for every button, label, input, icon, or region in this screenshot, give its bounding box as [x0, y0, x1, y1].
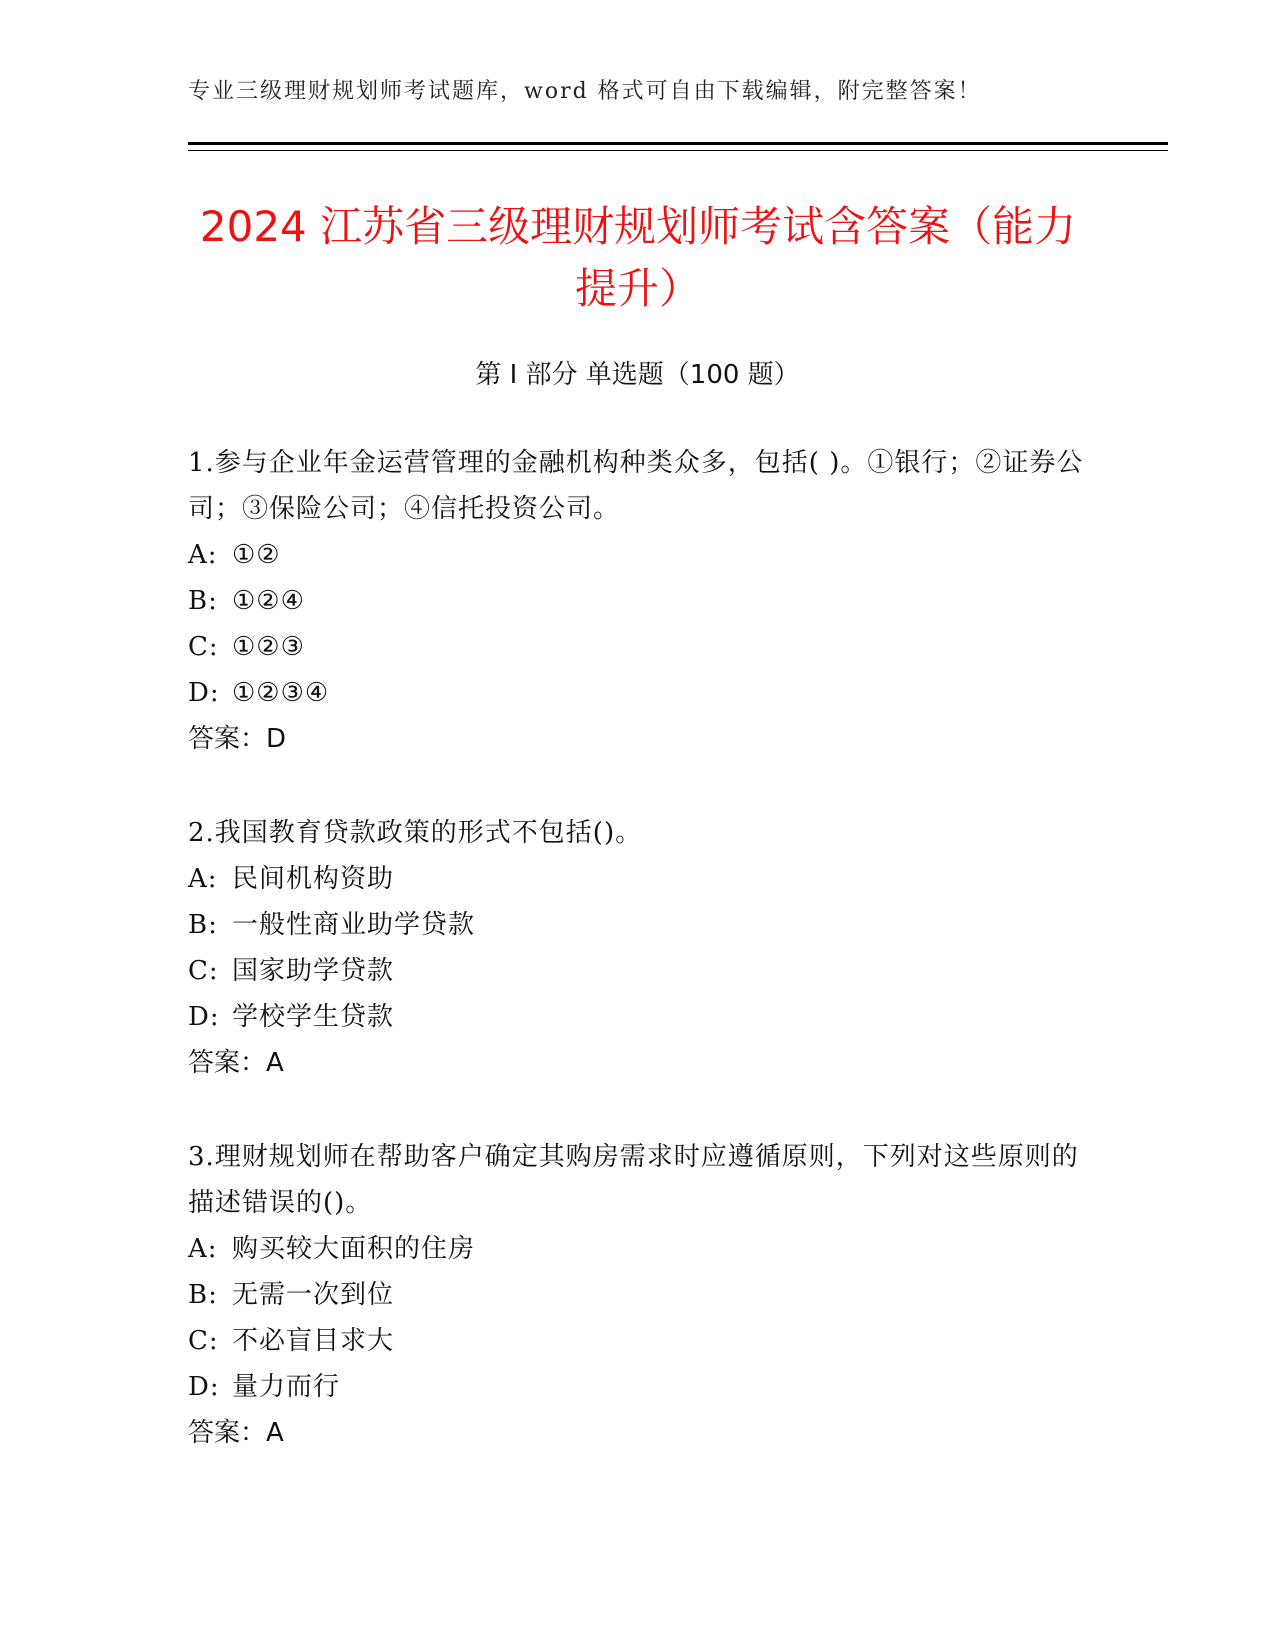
option-letter: D:: [188, 678, 220, 708]
option-d: [188, 670, 1088, 716]
option-text: ①②③④: [232, 678, 330, 708]
option-b: [188, 1272, 1088, 1318]
header-note: 专业三级理财规划师考试题库，word 格式可自由下载编辑，附完整答案！: [188, 79, 982, 104]
option-letter: C:: [188, 1326, 219, 1356]
option-text: 一般性商业助学贷款: [232, 910, 476, 940]
option-a: [188, 856, 1088, 902]
section-heading: 第 I 部分 单选题（100 题）: [475, 360, 800, 390]
option-letter: C:: [188, 632, 219, 662]
option-letter: A:: [188, 864, 218, 894]
option-b: [188, 578, 1088, 624]
question-2: [188, 810, 1088, 1086]
answer-line: 答案：A: [188, 1048, 284, 1078]
question-1: [188, 440, 1088, 762]
option-d: [188, 994, 1088, 1040]
option-text: 无需一次到位: [232, 1280, 395, 1310]
option-text: ①②④: [232, 586, 305, 616]
question-stem: 1.参与企业年金运营管理的金融机构种类众多，包括( )。①银行；②证券公司；③保险公司；④信托投资公司。: [188, 448, 1084, 524]
header-rule-thick: [188, 142, 1168, 145]
option-text: 国家助学贷款: [232, 956, 395, 986]
question-stem: 2.我国教育贷款政策的形式不包括()。: [188, 818, 643, 848]
option-text: 量力而行: [232, 1372, 341, 1402]
option-c: [188, 948, 1088, 994]
answer-line: 答案：D: [188, 724, 287, 754]
option-letter: A:: [188, 1234, 218, 1264]
option-text: 民间机构资助: [232, 864, 395, 894]
option-text: 购买较大面积的住房: [232, 1234, 476, 1264]
option-text: ①②③: [232, 632, 305, 662]
option-text: 学校学生贷款: [232, 1002, 395, 1032]
option-letter: D:: [188, 1002, 220, 1032]
question-stem: 3.理财规划师在帮助客户确定其购房需求时应遵循原则，下列对这些原则的描述错误的()。: [188, 1142, 1079, 1218]
option-letter: B:: [188, 910, 218, 940]
option-letter: C:: [188, 956, 219, 986]
header-rule-thin: [188, 150, 1168, 151]
answer-line: 答案：A: [188, 1418, 284, 1448]
option-letter: B:: [188, 586, 218, 616]
option-letter: D:: [188, 1372, 220, 1402]
option-a: [188, 1226, 1088, 1272]
option-letter: A:: [188, 540, 218, 570]
question-list: [188, 440, 1088, 1504]
option-letter: B:: [188, 1280, 218, 1310]
option-c: [188, 624, 1088, 670]
option-d: [188, 1364, 1088, 1410]
option-a: [188, 532, 1088, 578]
option-b: [188, 902, 1088, 948]
option-c: [188, 1318, 1088, 1364]
option-text: ①②: [232, 540, 281, 570]
option-text: 不必盲目求大: [232, 1326, 395, 1356]
question-3: [188, 1134, 1088, 1456]
document-title: 2024 江苏省三级理财规划师考试含答案（能力提升）: [199, 202, 1077, 313]
